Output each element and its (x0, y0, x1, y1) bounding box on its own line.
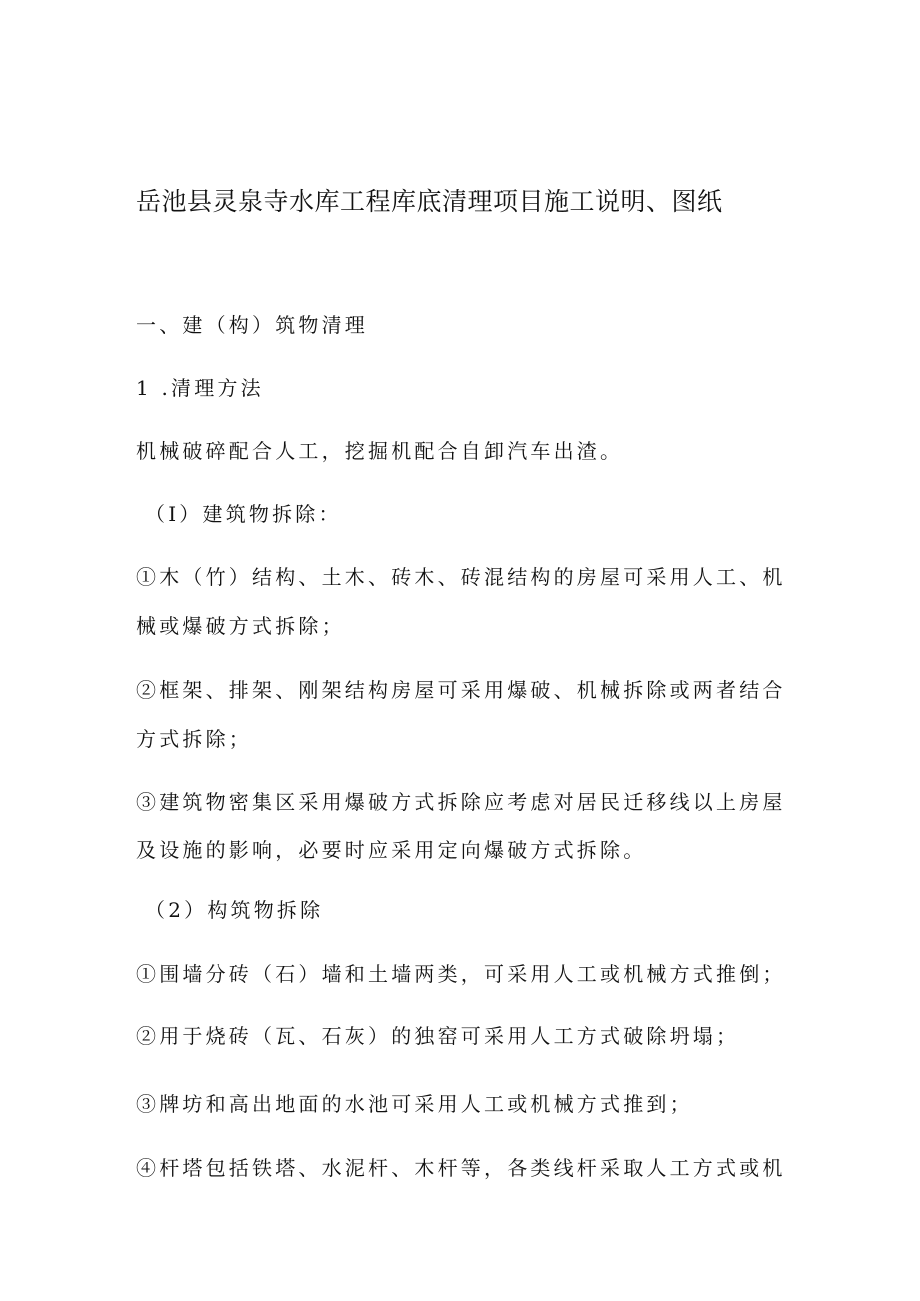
list-item-continuation: 械或爆破方式拆除； (136, 614, 345, 638)
part-heading: （I）建筑物拆除： (145, 502, 342, 526)
list-item: ②框架、排架、刚架结构房屋可采用爆破、机械拆除或两者结合 (136, 678, 786, 702)
document-title: 岳池县灵泉寺水库工程库底清理项目施工说明、图纸 (136, 187, 723, 216)
list-item: ④杆塔包括铁塔、水泥杆、木杆等，各类线杆采取人工方式或机 (136, 1156, 786, 1180)
list-item: ③牌坊和高出地面的水池可采用人工或机械方式推到； (136, 1092, 693, 1116)
list-item: ③建筑物密集区采用爆破方式拆除应考虑对居民迁移线以上房屋 (136, 790, 786, 814)
subsection-heading: 1 .清理方法 (136, 376, 264, 400)
list-item: ①围墙分砖（石）墙和土墙两类，可采用人工或机械方式推倒； (136, 962, 786, 986)
part-heading: （2）构筑物拆除 (145, 898, 324, 922)
paragraph: 机械破碎配合人工，挖掘机配合自卸汽车出渣。 (136, 439, 624, 463)
list-item: ①木（竹）结构、土木、砖木、砖混结构的房屋可采用人工、机 (136, 565, 786, 589)
list-item: ②用于烧砖（瓦、石灰）的独窑可采用人工方式破除坍塌； (136, 1024, 740, 1048)
list-item-continuation: 及设施的影响，必要时应采用定向爆破方式拆除。 (136, 838, 647, 862)
list-item-continuation: 方式拆除； (136, 727, 252, 751)
section-heading: 一、建（构）筑物清理 (136, 313, 368, 337)
